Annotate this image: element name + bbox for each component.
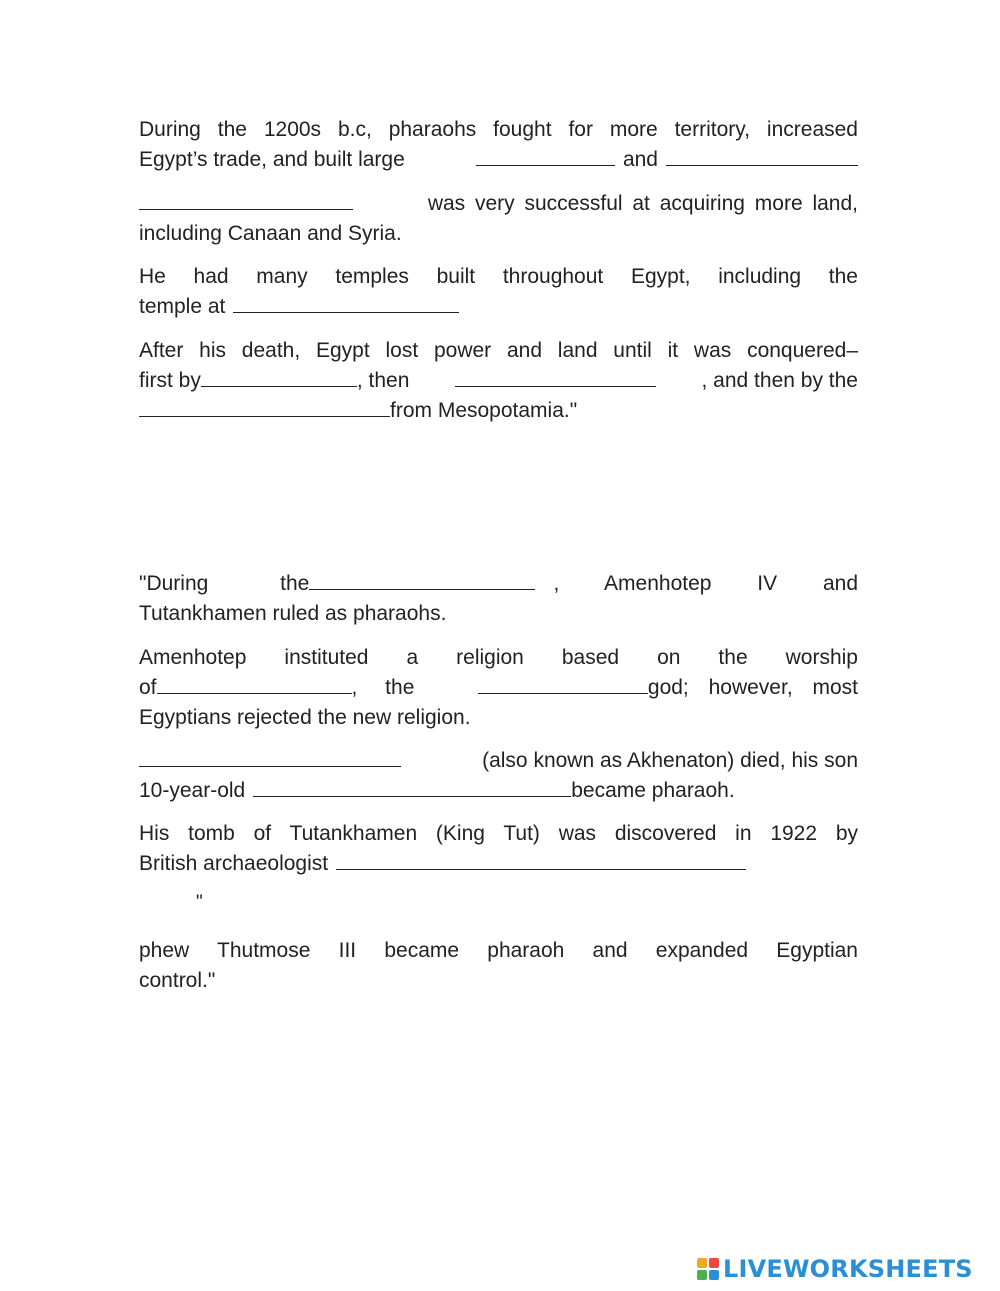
text: Tutankhamen ruled as pharaohs. [139, 602, 447, 625]
brand-name: LIVEWORKSHEETS [723, 1255, 973, 1283]
text: and [622, 148, 658, 171]
paragraph-8 [139, 819, 858, 879]
blank-structures-1[interactable] [476, 145, 615, 166]
blank-temple[interactable] [233, 292, 459, 313]
liveworksheets-logo-icon [697, 1258, 719, 1280]
text: became pharaoh. [571, 779, 735, 802]
text: , the [351, 676, 415, 699]
text: , then [356, 369, 410, 392]
text: Amenhotep instituted a religion based on the worship [139, 646, 858, 669]
logo-block-l [697, 1258, 707, 1268]
paragraph-2 [139, 189, 858, 249]
paragraph-3 [139, 262, 858, 322]
paragraph-1 [139, 115, 858, 175]
blank-structures-2[interactable] [666, 145, 858, 166]
paragraph-4 [139, 336, 858, 426]
paragraph-6 [139, 643, 858, 733]
text: from Mesopotamia." [390, 399, 578, 422]
text: (also known as Akhenaton) died, his son [482, 749, 858, 772]
text: god; however, most [647, 676, 858, 699]
text: was very successful at acquiring more land, [427, 192, 858, 215]
text: of [139, 676, 157, 699]
text: He had many temples built throughout Egypt, including the [139, 265, 858, 288]
text: first by [139, 369, 201, 392]
paragraph-9 [139, 936, 858, 996]
text: His tomb of Tutankhamen (King Tut) was discovered in 1922 by [139, 822, 858, 845]
text: Egypt’s trade, and built large [139, 148, 405, 171]
text: phew Thutmose III became pharaoh and expanded Egyptian [139, 939, 858, 962]
text: 10-year-old [139, 779, 246, 802]
blank-god-type[interactable] [478, 673, 648, 694]
blank-amenhotep[interactable] [139, 746, 401, 767]
text: After his death, Egypt lost power and land until it was conquered– [139, 339, 858, 362]
logo-block-i [709, 1258, 719, 1268]
text: temple at [139, 295, 226, 318]
text: During the 1200s b.c, pharaohs fought for more territory, increased [139, 118, 858, 141]
text: British archaeologist [139, 852, 329, 875]
text: , and then by the [701, 369, 858, 392]
blank-deity[interactable] [157, 673, 352, 694]
paragraph-7 [139, 746, 858, 806]
text: , Amenhotep IV and [553, 572, 858, 595]
blank-conqueror-1[interactable] [201, 366, 357, 387]
blank-conqueror-2[interactable] [455, 366, 656, 387]
text: "During the [139, 572, 310, 595]
blank-period[interactable] [309, 569, 535, 590]
logo-block-e [709, 1270, 719, 1280]
text: Egyptians rejected the new religion. [139, 706, 471, 729]
blank-pharaoh[interactable] [139, 189, 353, 210]
blank-successor[interactable] [253, 776, 571, 797]
text: including Canaan and Syria. [139, 222, 402, 245]
liveworksheets-brand [697, 1254, 973, 1284]
quote-mark: " [196, 892, 203, 913]
blank-archaeologist[interactable] [336, 849, 746, 870]
blank-conqueror-3[interactable] [139, 396, 390, 417]
text: control." [139, 969, 216, 992]
logo-block-v [697, 1270, 707, 1280]
paragraph-5 [139, 569, 858, 629]
